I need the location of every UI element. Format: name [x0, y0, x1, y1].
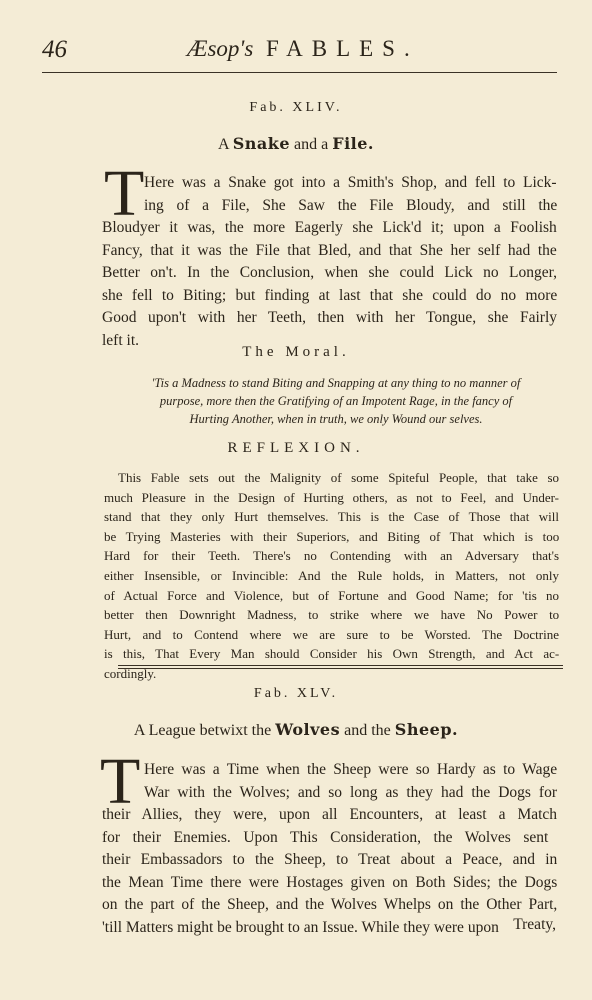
- text-line: their Embassadors to the Sheep, to Treat about a Peace, and in: [102, 851, 558, 868]
- text-line: Here was a Time when the Sheep were so Hardy as to Wage: [144, 761, 558, 778]
- drop-cap: T: [104, 157, 145, 230]
- text-line: Bloudyer it was, the more Eagerly she Lick'd it; upon a Foolish: [102, 219, 557, 236]
- title-part: and a: [294, 136, 329, 153]
- fable-title: [0, 134, 592, 154]
- text-line: This Fable sets out the Malignity of some Spiteful People, that take so: [118, 470, 560, 485]
- running-head: [42, 36, 557, 68]
- title-blackletter: Sheep.: [394, 720, 459, 739]
- section-rule: [118, 665, 563, 666]
- moral-heading: The Moral.: [242, 344, 350, 360]
- text-line: Hurt, and to Contend where we are sure to be Worsted. The Doctrine: [104, 626, 559, 642]
- text-line: of Actual Force and Violence, but of Fortune and Good Name; for 'tis no: [104, 587, 559, 603]
- text-line: stand that they only Hurt themselves. This is the Case of Those that will: [104, 509, 559, 525]
- moral-line: 'Tis a Madness to stand Biting and Snapping at any thing to no manner of: [151, 376, 521, 390]
- text-line: left it.: [102, 331, 140, 349]
- running-title-caps: FABLES.: [266, 36, 419, 61]
- text-line: either Insensible, or Invincible: And the Rule holds, in Matters, not only: [104, 567, 559, 583]
- text-line: better then Downright Madness, to strike where we have No Power to: [104, 607, 560, 623]
- text-line: Here was a Snake got into a Smith's Shop, and fell to Lick-: [144, 174, 557, 191]
- section-rule: [118, 668, 563, 669]
- title-part: A: [218, 136, 229, 153]
- title-blackletter: Wolves: [275, 720, 341, 739]
- text-line: on the part of the Sheep, and the Wolves Whelps on the Other Part,: [102, 896, 558, 913]
- fable-number: Fab. XLIV.: [249, 100, 343, 115]
- running-title: [187, 36, 419, 62]
- reflexion-text: [104, 468, 559, 684]
- moral-line: Hurting Another, when in truth, we only Wound our selves.: [189, 412, 483, 426]
- running-title-italic: Æsop's: [187, 36, 254, 61]
- fable-number: Fab. XLV.: [253, 686, 339, 701]
- moral-line: purpose, more then the Gratifying of an Impotent Rage, in the fancy of: [159, 394, 513, 408]
- moral-text: [112, 374, 560, 428]
- drop-cap: T: [100, 745, 141, 818]
- title-part: A League betwixt the: [133, 722, 272, 739]
- text-line: Better on't. In the Conclusion, when she could Lick no Longer,: [102, 264, 558, 281]
- header-rule: [42, 72, 557, 73]
- text-line: 'till Matters might be brought to an Issue. While they were upon: [102, 918, 499, 936]
- text-line: the Mean Time there were Hostages given on Both Sides; the Dogs: [102, 873, 558, 891]
- text-line: cordingly.: [104, 665, 157, 681]
- text-line: much Pleasure in the Design of Hurting others, as not to Feel, and Under-: [104, 489, 559, 505]
- reflexion-heading: REFLEXION.: [227, 440, 365, 456]
- catchword: Treaty,: [513, 916, 556, 933]
- fable-body: [102, 759, 557, 939]
- title-blackletter: File.: [332, 134, 374, 153]
- text-line: be Trying Masteries with their Superiors, and Biting of That which is too: [104, 528, 560, 544]
- fable-title: [0, 720, 592, 740]
- text-line: for their Enemies. Upon This Consideration, the Wolves sent: [102, 828, 549, 846]
- text-line: she fell to Biting; but finding at last that she could do no more: [102, 286, 558, 304]
- title-blackletter: Snake: [232, 134, 291, 153]
- page-number: 46: [42, 36, 67, 63]
- text-line: their Allies, they were, upon all Encounters, at least a Match: [102, 806, 558, 823]
- title-part: and the: [344, 722, 391, 739]
- text-line: Good upon't with her Teeth, then with her Tongue, she Fairly: [102, 309, 558, 326]
- text-line: ing of a File, She Saw the File Bloudy, and still the: [144, 196, 558, 214]
- fable-body: [102, 172, 557, 352]
- text-line: Hard for their Teeth. There's no Contending with an Adversary that's: [104, 548, 559, 564]
- text-line: Fancy, that it was the File that Bled, and that She her self had the: [102, 241, 557, 259]
- text-line: is this, That Every Man should Consider his Own Strength, and Act ac-: [104, 646, 560, 662]
- text-line: War with the Wolves; and so long as they had the Dogs for: [144, 783, 557, 801]
